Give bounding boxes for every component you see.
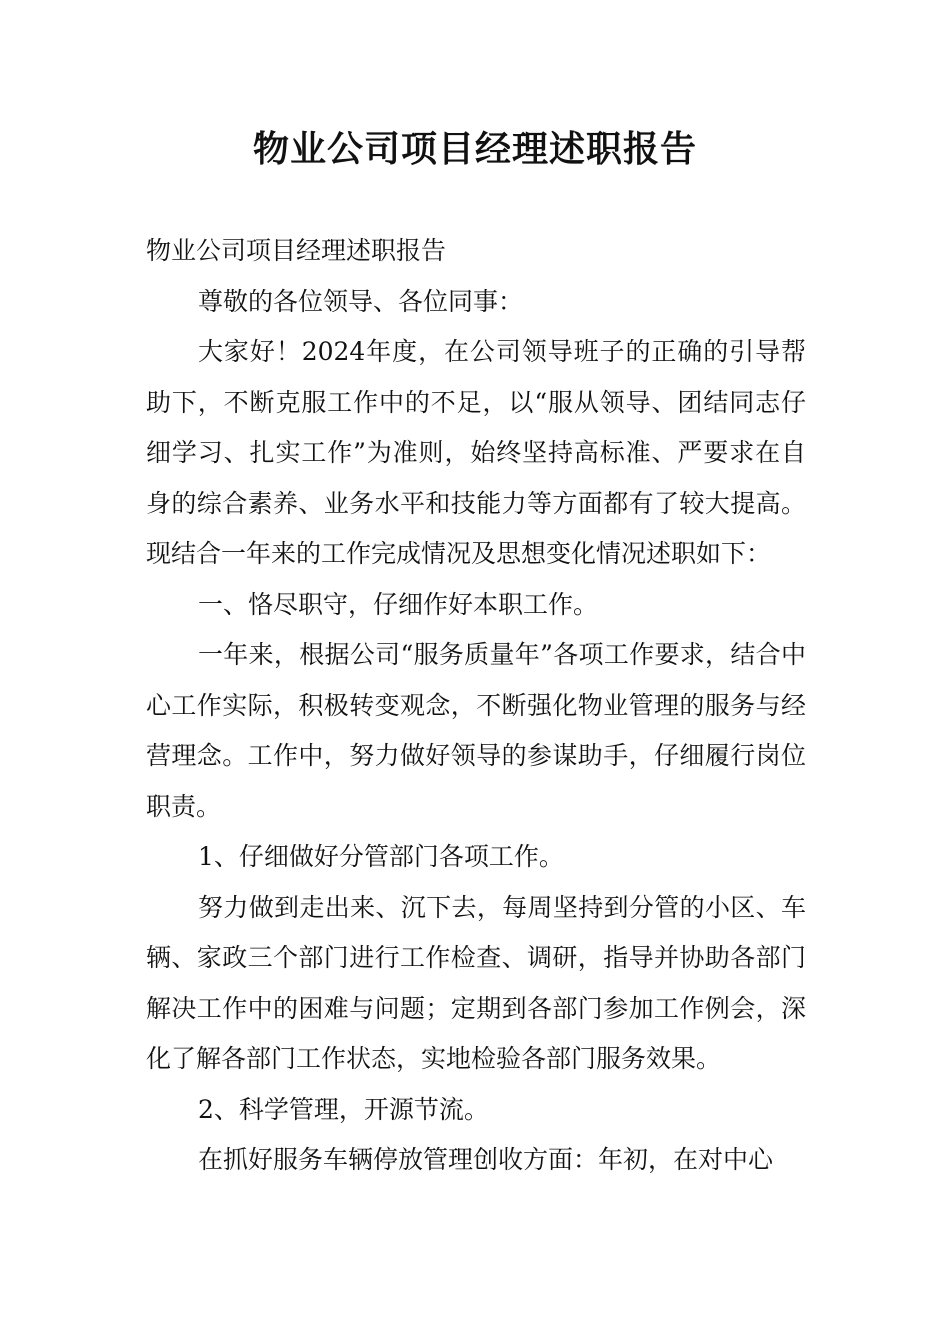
document-body [146, 226, 806, 1186]
paragraph-section-1: 一年来，根据公司“服务质量年”各项工作要求，结合中心工作实际，积极转变观念，不断强化物业管理的服务与经营理念。工作中，努力做好领导的参谋助手，仔细履行岗位职责。 [146, 640, 806, 821]
subsection-heading-2: 2、科学管理，开源节流。 [198, 1094, 489, 1124]
paragraph-salutation: 尊敬的各位领导、各位同事： [198, 286, 524, 316]
paragraph-subsection-1: 努力做到走出来、沉下去，每周坚持到分管的小区、车辆、家政三个部门进行工作检查、调研，指导并协助各部门解决工作中的困难与问题；定期到各部门参加工作例会，深化了解各部门工作状态，实地检验各部门服务效果。 [146, 892, 806, 1073]
paragraph-heading-repeat: 物业公司项目经理述职报告 [146, 236, 447, 265]
document-title: 物业公司项目经理述职报告 [252, 129, 697, 170]
section-heading-1: 一、恪尽职守，仔细作好本职工作。 [198, 589, 599, 619]
paragraph-intro: 大家好！2024年度，在公司领导班子的正确的引导帮助下，不断克服工作中的不足，以“服从领导、团结同志仔细学习、扎实工作”为准则，始终坚持高标准、严要求在自身的综合素养、业务水平和技能力等方面都有了较大提高。现结合一年来的工作完成情况及思想变化情况述职如下： [146, 337, 806, 568]
subsection-heading-1: 1、仔细做好分管部门各项工作。 [198, 842, 564, 871]
paragraph-subsection-2: 在抓好服务车辆停放管理创收方面：年初，在对中心 [198, 1145, 774, 1174]
